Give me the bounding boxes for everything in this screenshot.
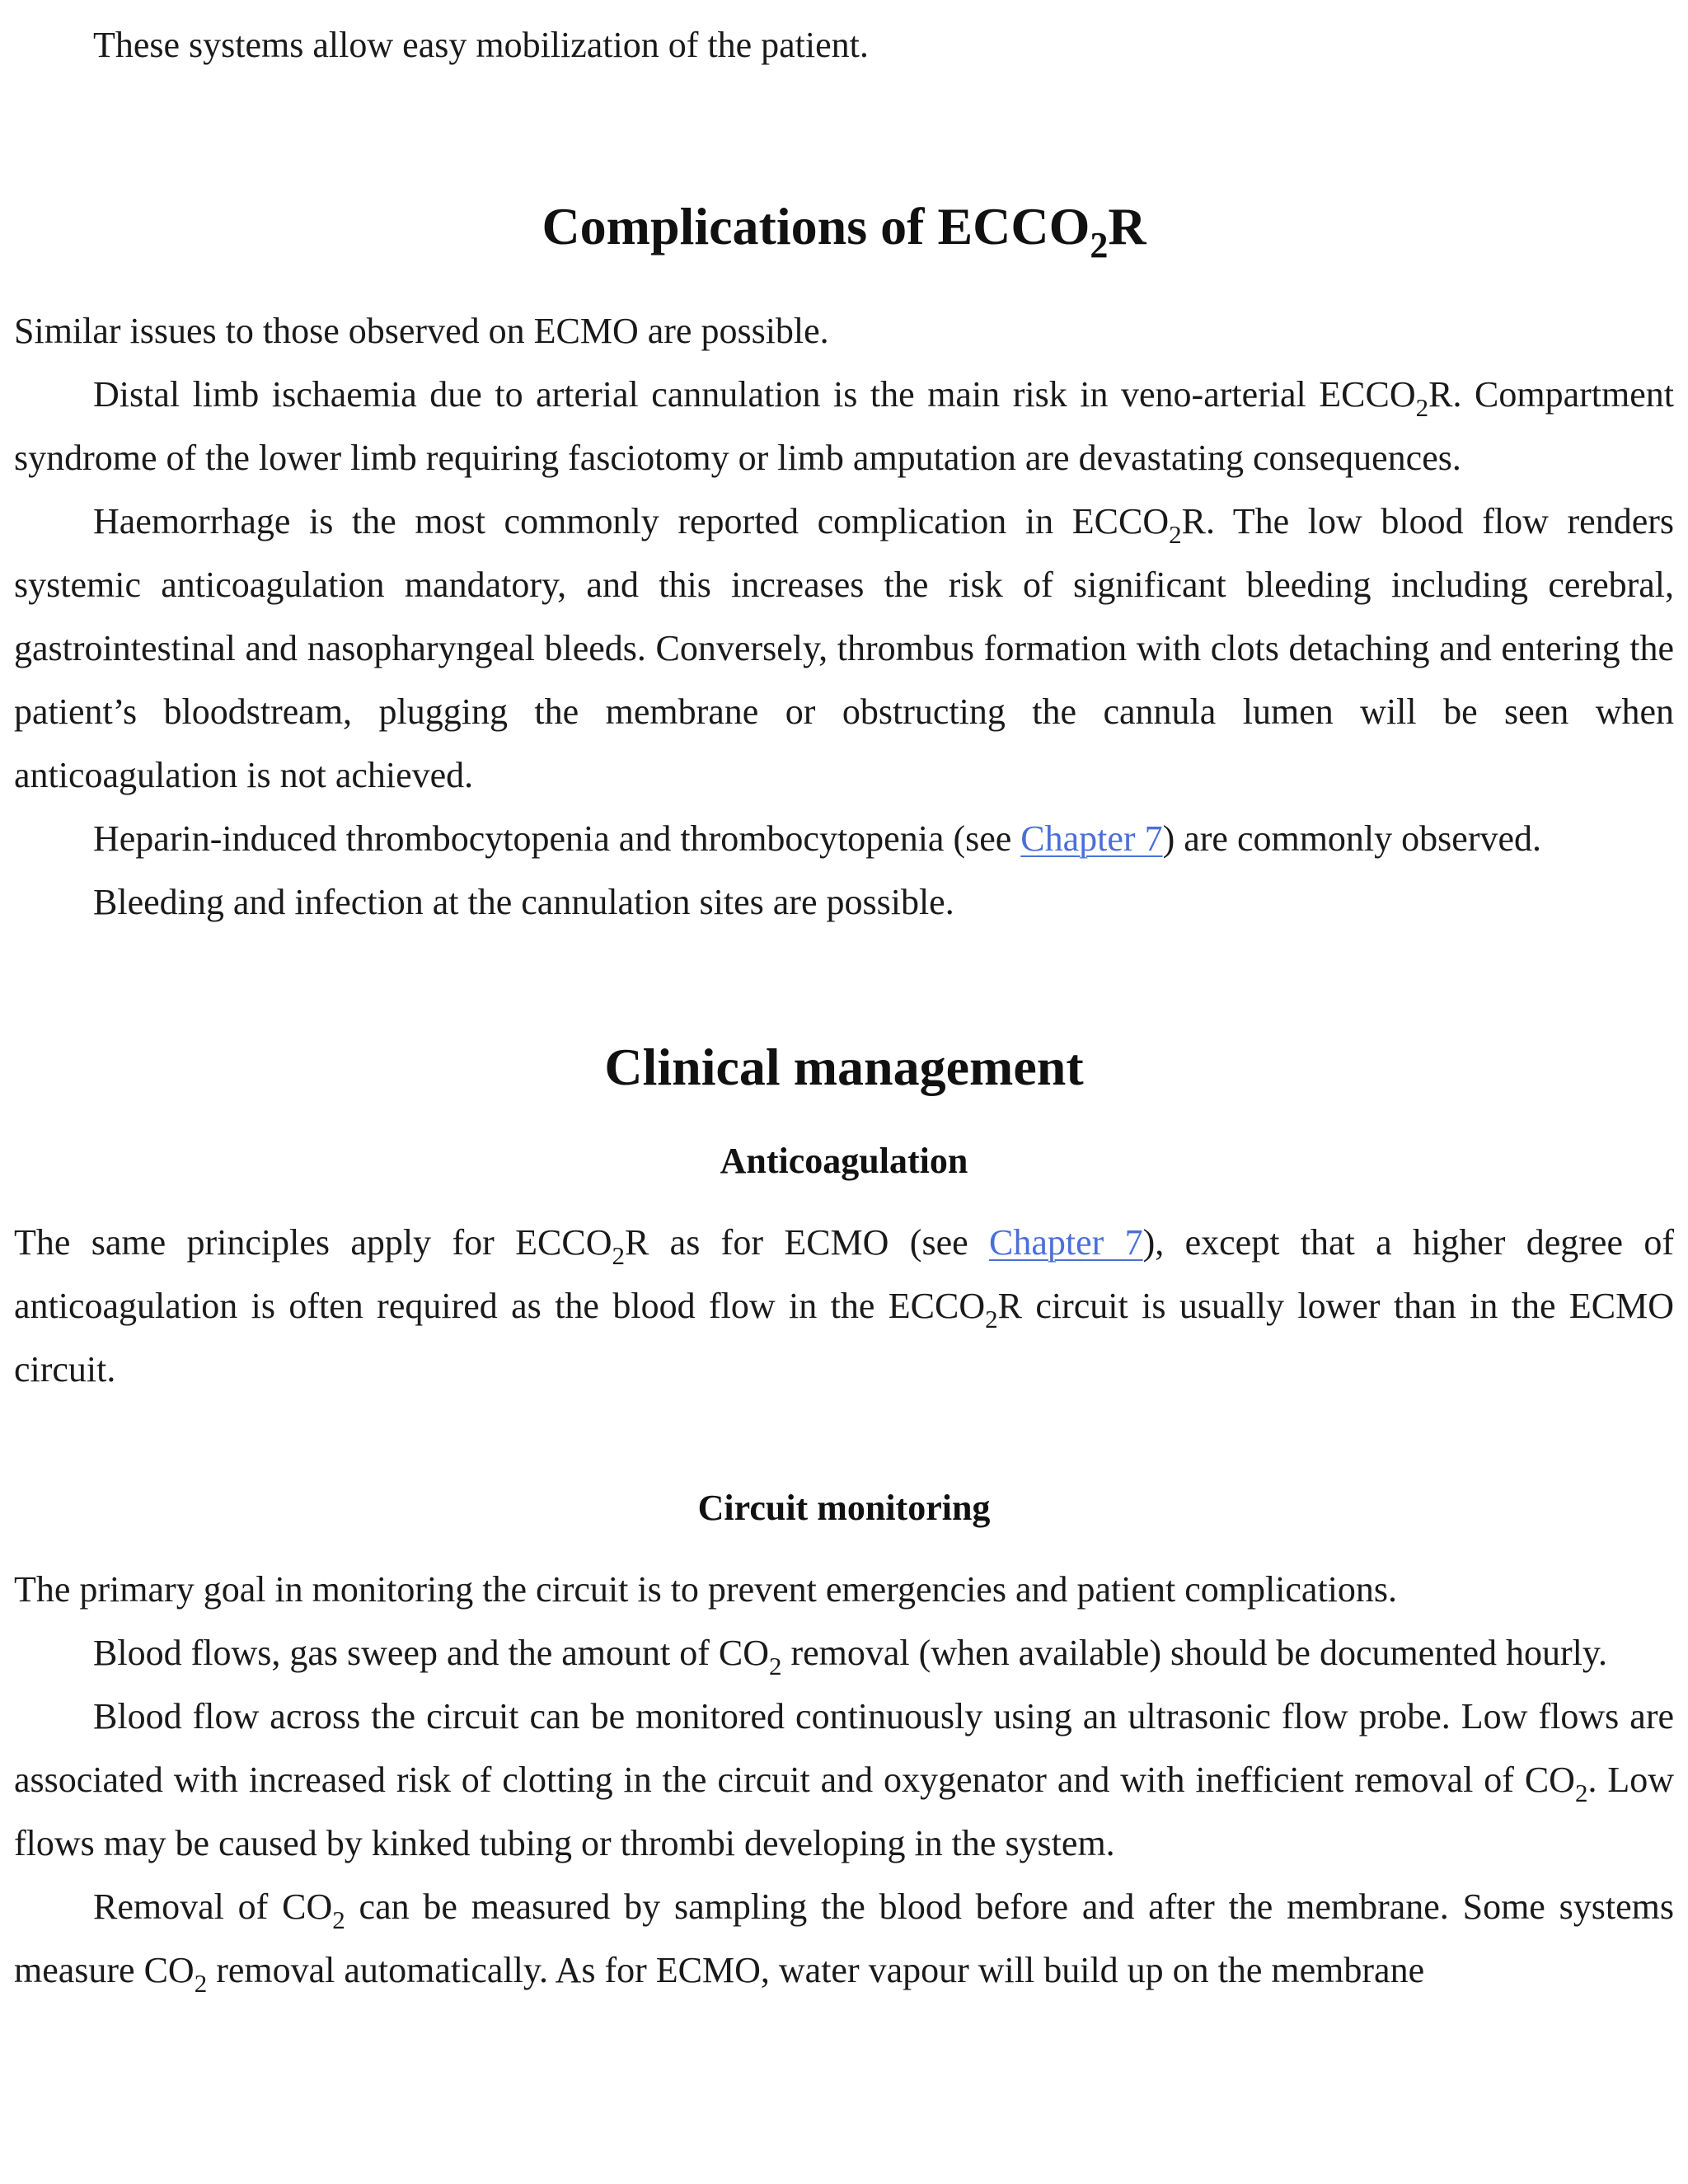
complications-paragraph-5: Bleeding and infection at the cannulation sites are possible. <box>93 882 954 922</box>
circuit-paragraph-1: The primary goal in monitoring the circuit is to prevent emergencies and patient complications. <box>14 1569 1398 1610</box>
chapter-7-link[interactable]: Chapter 7 <box>1020 818 1163 859</box>
circuit-paragraph-4: Removal of $CO_2$ can be measured by sampling the blood before and after the membrane. Some systems measure $CO_2$ removal automatically. As for ECMO, water vapour will build up on the membrane <box>14 1886 1674 1998</box>
complications-paragraph-4: Heparin-induced thrombocytopenia and thrombocytopenia (see Chapter 7) are commonly observed. <box>93 818 1541 859</box>
anticoagulation-heading: Anticoagulation <box>720 1141 968 1181</box>
intro-paragraph <box>14 13 1674 77</box>
circuit-paragraph-3: Blood flow across the circuit can be monitored continuously using an ultrasonic flow probe. Low flows are associated with increased risk of clotting in the circuit and oxygenator and with inefficient removal of $CO_2$. Low flows may be caused by kinked tubing or thrombi developing in the system. <box>14 1696 1675 1863</box>
complications-paragraph-3: Haemorrhage is the most commonly reported complication in $ECCO_2R$. The low blood flow renders systemic anticoagulation mandatory, and this increases the risk of significant bleeding including cerebral, gastrointestinal and nasopharyngeal bleeds. Conversely, thrombus formation with clots detaching and entering the patient’s bloodstream, plugging the membrane or obstructing the cannula lumen will be seen when anticoagulation is not achieved. <box>14 501 1674 795</box>
clinical-management-heading: Clinical management <box>604 1038 1084 1096</box>
complications-paragraph-2: Distal limb ischaemia due to arterial cannulation is the main risk in veno-arterial $ECCO_2R$. Compartment syndrome of the lower limb requiring fasciotomy or limb amputation are devastating consequences. <box>14 374 1674 478</box>
document-page <box>14 0 1674 2002</box>
circuit-paragraph-2: Blood flows, gas sweep and the amount of $CO_2$ removal (when available) should be documented hourly. <box>93 1633 1607 1680</box>
anticoagulation-paragraph: The same principles apply for $ECCO_2R$ as for ECMO (see Chapter 7), except that a higher degree of anticoagulation is often required as the blood flow in the $ECCO_2R$ circuit is usually lower than in the ECMO circuit. <box>14 1222 1674 1390</box>
chapter-7-link-2[interactable]: Chapter 7 <box>988 1222 1143 1263</box>
complications-heading: Complications of $ECCO_2R$ <box>542 197 1146 265</box>
complications-paragraph-1: Similar issues to those observed on ECMO are possible. <box>14 311 829 351</box>
intro-text: These systems allow easy mobilization of the patient. <box>93 25 869 65</box>
circuit-monitoring-heading: Circuit monitoring <box>697 1488 991 1528</box>
